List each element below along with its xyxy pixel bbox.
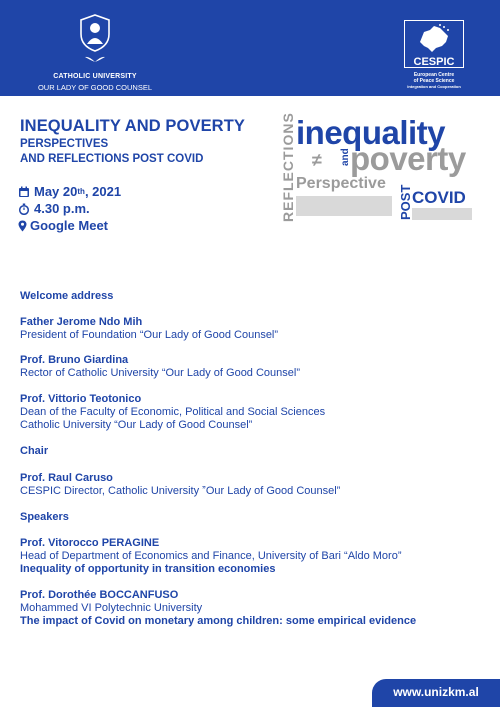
wordcloud-poverty: poverty: [350, 140, 466, 177]
speaker-2-role: Rector of Catholic University “Our Lady of Good Counsel”: [20, 367, 301, 379]
cespic-name: CESPIC: [413, 56, 455, 68]
website-link[interactable]: www.unizkm.al: [372, 679, 500, 707]
university-logo-icon: [79, 14, 111, 52]
stopwatch-icon: [18, 203, 30, 215]
speaker-5-name: Prof. Vitorocco PERAGINE: [20, 537, 160, 549]
wordcloud-reflections: REFLECTIONS: [280, 112, 296, 222]
wordcloud-grey-block-2: [412, 208, 472, 220]
event-date: [18, 184, 121, 199]
event-title: INEQUALITY AND POVERTY: [20, 117, 245, 135]
university-subtitle: OUR LADY OF GOOD COUNSEL: [37, 83, 153, 92]
speaker-1-name: Father Jerome Ndo Mih: [20, 316, 143, 328]
speaker-3-role-1: Dean of the Faculty of Economic, Political and Social Sciences: [20, 406, 326, 418]
speakers-heading: Speakers: [20, 511, 69, 523]
welcome-heading: Welcome address: [20, 290, 114, 302]
speaker-2-name: Prof. Bruno Giardina: [20, 354, 129, 366]
speaker-6-name: Prof. Dorothée BOCCANFUSO: [20, 589, 179, 601]
wordcloud-perspective: Perspective: [296, 175, 386, 192]
calendar-icon: [18, 186, 30, 198]
date-main: May 20: [34, 184, 78, 199]
chair-heading: Chair: [20, 445, 49, 457]
date-year: , 2021: [84, 184, 122, 199]
speaker-5-role: Head of Department of Economics and Finance, University of Bari “Aldo Moro”: [20, 550, 402, 562]
wings-icon: [85, 54, 105, 64]
chair-name: Prof. Raul Caruso: [20, 472, 113, 484]
event-place: [18, 218, 108, 233]
speaker-1-role: President of Foundation “Our Lady of Good Counsel”: [20, 329, 279, 341]
speaker-6-role: Mohammed VI Polytechnic University: [20, 602, 203, 614]
university-name: CATHOLIC UNIVERSITY: [53, 73, 137, 80]
europe-map-icon: [414, 22, 454, 54]
event-time: [18, 201, 90, 216]
wordcloud-inequality: inequality: [296, 114, 446, 151]
speaker-3-name: Prof. Vittorio Teotonico: [20, 393, 142, 405]
speaker-6-talk: The impact of Covid on monetary among children: some empirical evidence: [20, 615, 417, 627]
speaker-5-talk: Inequality of opportunity in transition economies: [20, 563, 276, 575]
wordcloud-grey-block: [296, 196, 392, 216]
cespic-line-2: of Peace Science: [413, 78, 455, 84]
cespic-line-3: Integration and Cooperation: [407, 84, 461, 89]
event-subtitle-1: PERSPECTIVES: [20, 138, 109, 150]
cespic-line-1: European Centre: [413, 72, 455, 78]
wordcloud-covid: COVID: [412, 188, 466, 207]
speaker-3-role-2: Catholic University “Our Lady of Good Counsel”: [20, 419, 253, 431]
date-suffix: th: [77, 187, 85, 196]
location-pin-icon: [18, 220, 27, 232]
event-subtitle-2: AND REFLECTIONS POST COVID: [20, 153, 204, 165]
place-text: Google Meet: [30, 218, 109, 233]
wordcloud-not-equal: ≠: [312, 150, 322, 170]
wordcloud-and: and: [340, 148, 351, 166]
chair-role: CESPIC Director, Catholic University ˮOur Lady of Good Counsel”: [20, 485, 341, 497]
wordcloud-post: POST: [398, 184, 413, 220]
time-text: 4.30 p.m.: [34, 201, 90, 216]
